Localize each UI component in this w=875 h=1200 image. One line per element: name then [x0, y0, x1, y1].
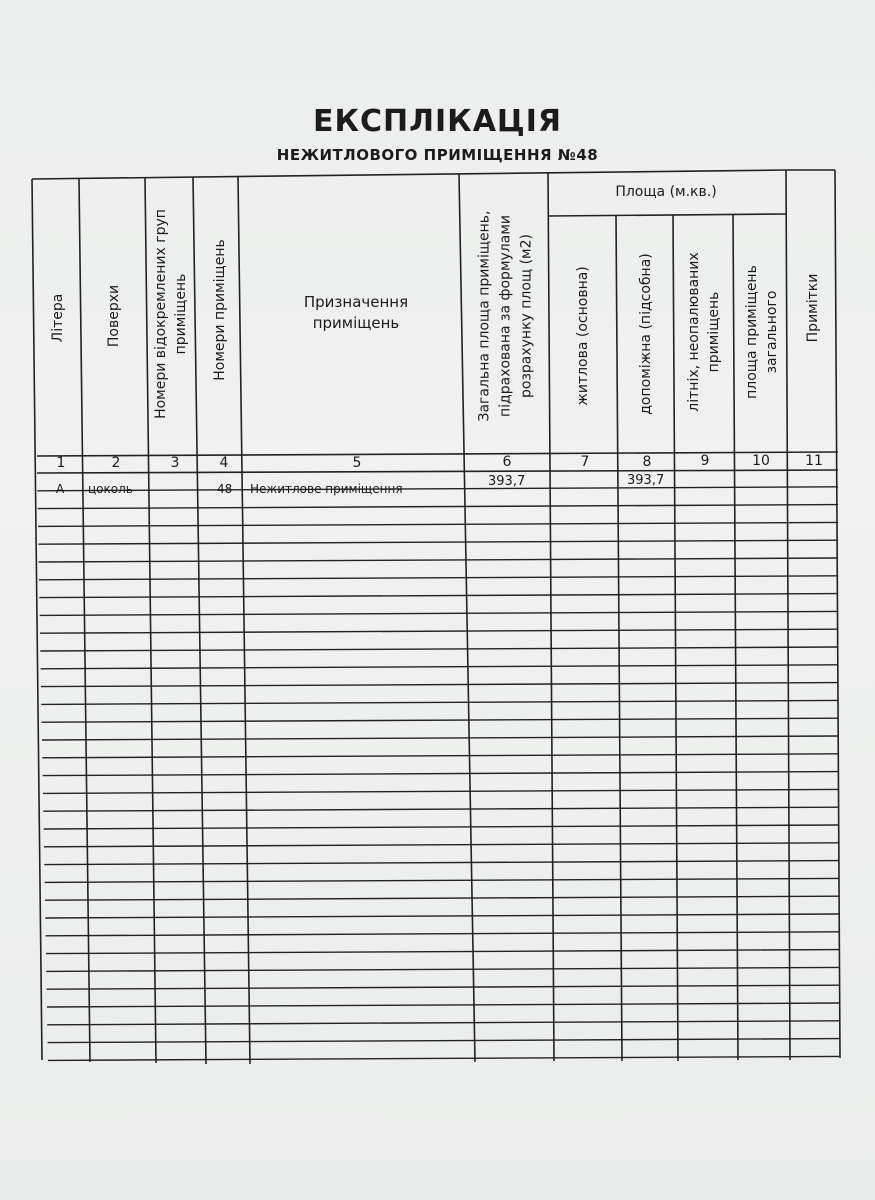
table-row-rule [39, 594, 838, 598]
table-row-rule [37, 487, 838, 491]
header-group-numbers-line2: приміщень [173, 273, 189, 355]
table-row-rule [38, 505, 838, 509]
column-number: 10 [752, 453, 770, 469]
table-row-rule [43, 807, 838, 811]
header-total-area [475, 211, 538, 422]
table-row-rule [38, 522, 838, 526]
column-number: 5 [352, 455, 362, 471]
table-row-rule [48, 1056, 839, 1060]
table-row-rule [43, 772, 839, 776]
header-auxiliary-area: допоміжна (підсобна) [638, 253, 654, 415]
column-number: 1 [56, 455, 66, 471]
header-total-area-line2: підрахована за формулами [497, 215, 514, 417]
header-notes: Примітки [805, 273, 821, 343]
header-living-area: житлова (основна) [575, 266, 591, 406]
table-row-rule [41, 665, 839, 669]
table-row-rule [42, 736, 839, 740]
table-row-rule [46, 932, 839, 936]
header-common-area-line2: загального [764, 290, 780, 374]
cell-litera: А [56, 482, 65, 496]
table-row-rule [45, 896, 839, 900]
table-row-rule [47, 1021, 839, 1025]
table-row-rule [47, 1003, 839, 1007]
header-purpose-line2: приміщень [312, 314, 400, 332]
header-total-area-line3: розрахунку площ (м2) [518, 234, 535, 398]
column-number: 3 [170, 455, 180, 471]
table-row-rule [44, 861, 838, 865]
document-title: ЕКСПЛІКАЦІЯ [312, 104, 563, 139]
table-row-rule [44, 825, 839, 829]
column-number: 2 [111, 455, 121, 471]
header-litera: Літера [50, 293, 66, 343]
table-row-rule [48, 1039, 839, 1043]
header-floors: Поверхи [106, 284, 122, 348]
column-number: 8 [642, 454, 652, 470]
header-summer-rooms [684, 252, 724, 411]
header-purpose [246, 292, 466, 334]
table-row-rule [45, 914, 839, 918]
table-row-rule [47, 985, 839, 989]
table-row-rule [41, 683, 838, 687]
table-row-rule [38, 540, 838, 544]
cell-room-number: 48 [217, 482, 233, 496]
header-summer-rooms-line1: літніх, неопалюваних [686, 252, 702, 412]
document-subtitle: НЕЖИТЛОВОГО ПРИМІЩЕННЯ №48 [276, 146, 599, 164]
table-row-rule [45, 878, 839, 882]
cell-auxiliary-area: 393,7 [627, 473, 665, 488]
table-row-rule [46, 950, 839, 954]
table-row-rule [40, 611, 839, 615]
table-row-rule [42, 754, 838, 758]
table-row-rule [40, 629, 838, 633]
header-area-group: Площа (м.кв.) [615, 184, 717, 200]
header-purpose-line1: Призначення [303, 293, 409, 311]
column-number: 6 [502, 454, 512, 470]
cell-total-area: 393,7 [488, 474, 526, 489]
table-row-rule [46, 967, 839, 971]
table-row-rule [42, 718, 839, 722]
column-number: 11 [805, 453, 823, 469]
column-number: 7 [580, 454, 590, 470]
column-number: 4 [219, 455, 229, 471]
table-row-rule [39, 558, 839, 562]
header-common-area [742, 265, 782, 399]
header-common-area-line1: площа приміщень [744, 265, 760, 399]
table-row-rule [40, 647, 838, 651]
column-number: 9 [700, 453, 710, 469]
table-row-rule [41, 700, 838, 704]
cell-floor: цоколь [88, 482, 133, 496]
table-row-rule [39, 576, 838, 580]
header-room-numbers: Номери приміщень [212, 239, 228, 381]
header-group-numbers [151, 209, 191, 419]
table-row-rule [44, 843, 839, 847]
table-row-rule [43, 789, 839, 793]
header-summer-rooms-line2: приміщень [706, 291, 722, 373]
header-total-area-line1: Загальна площа приміщень, [476, 210, 493, 422]
header-group-numbers-line1: Номери відокремлених груп [153, 209, 169, 419]
cell-purpose: Нежитлове приміщення [250, 482, 403, 496]
